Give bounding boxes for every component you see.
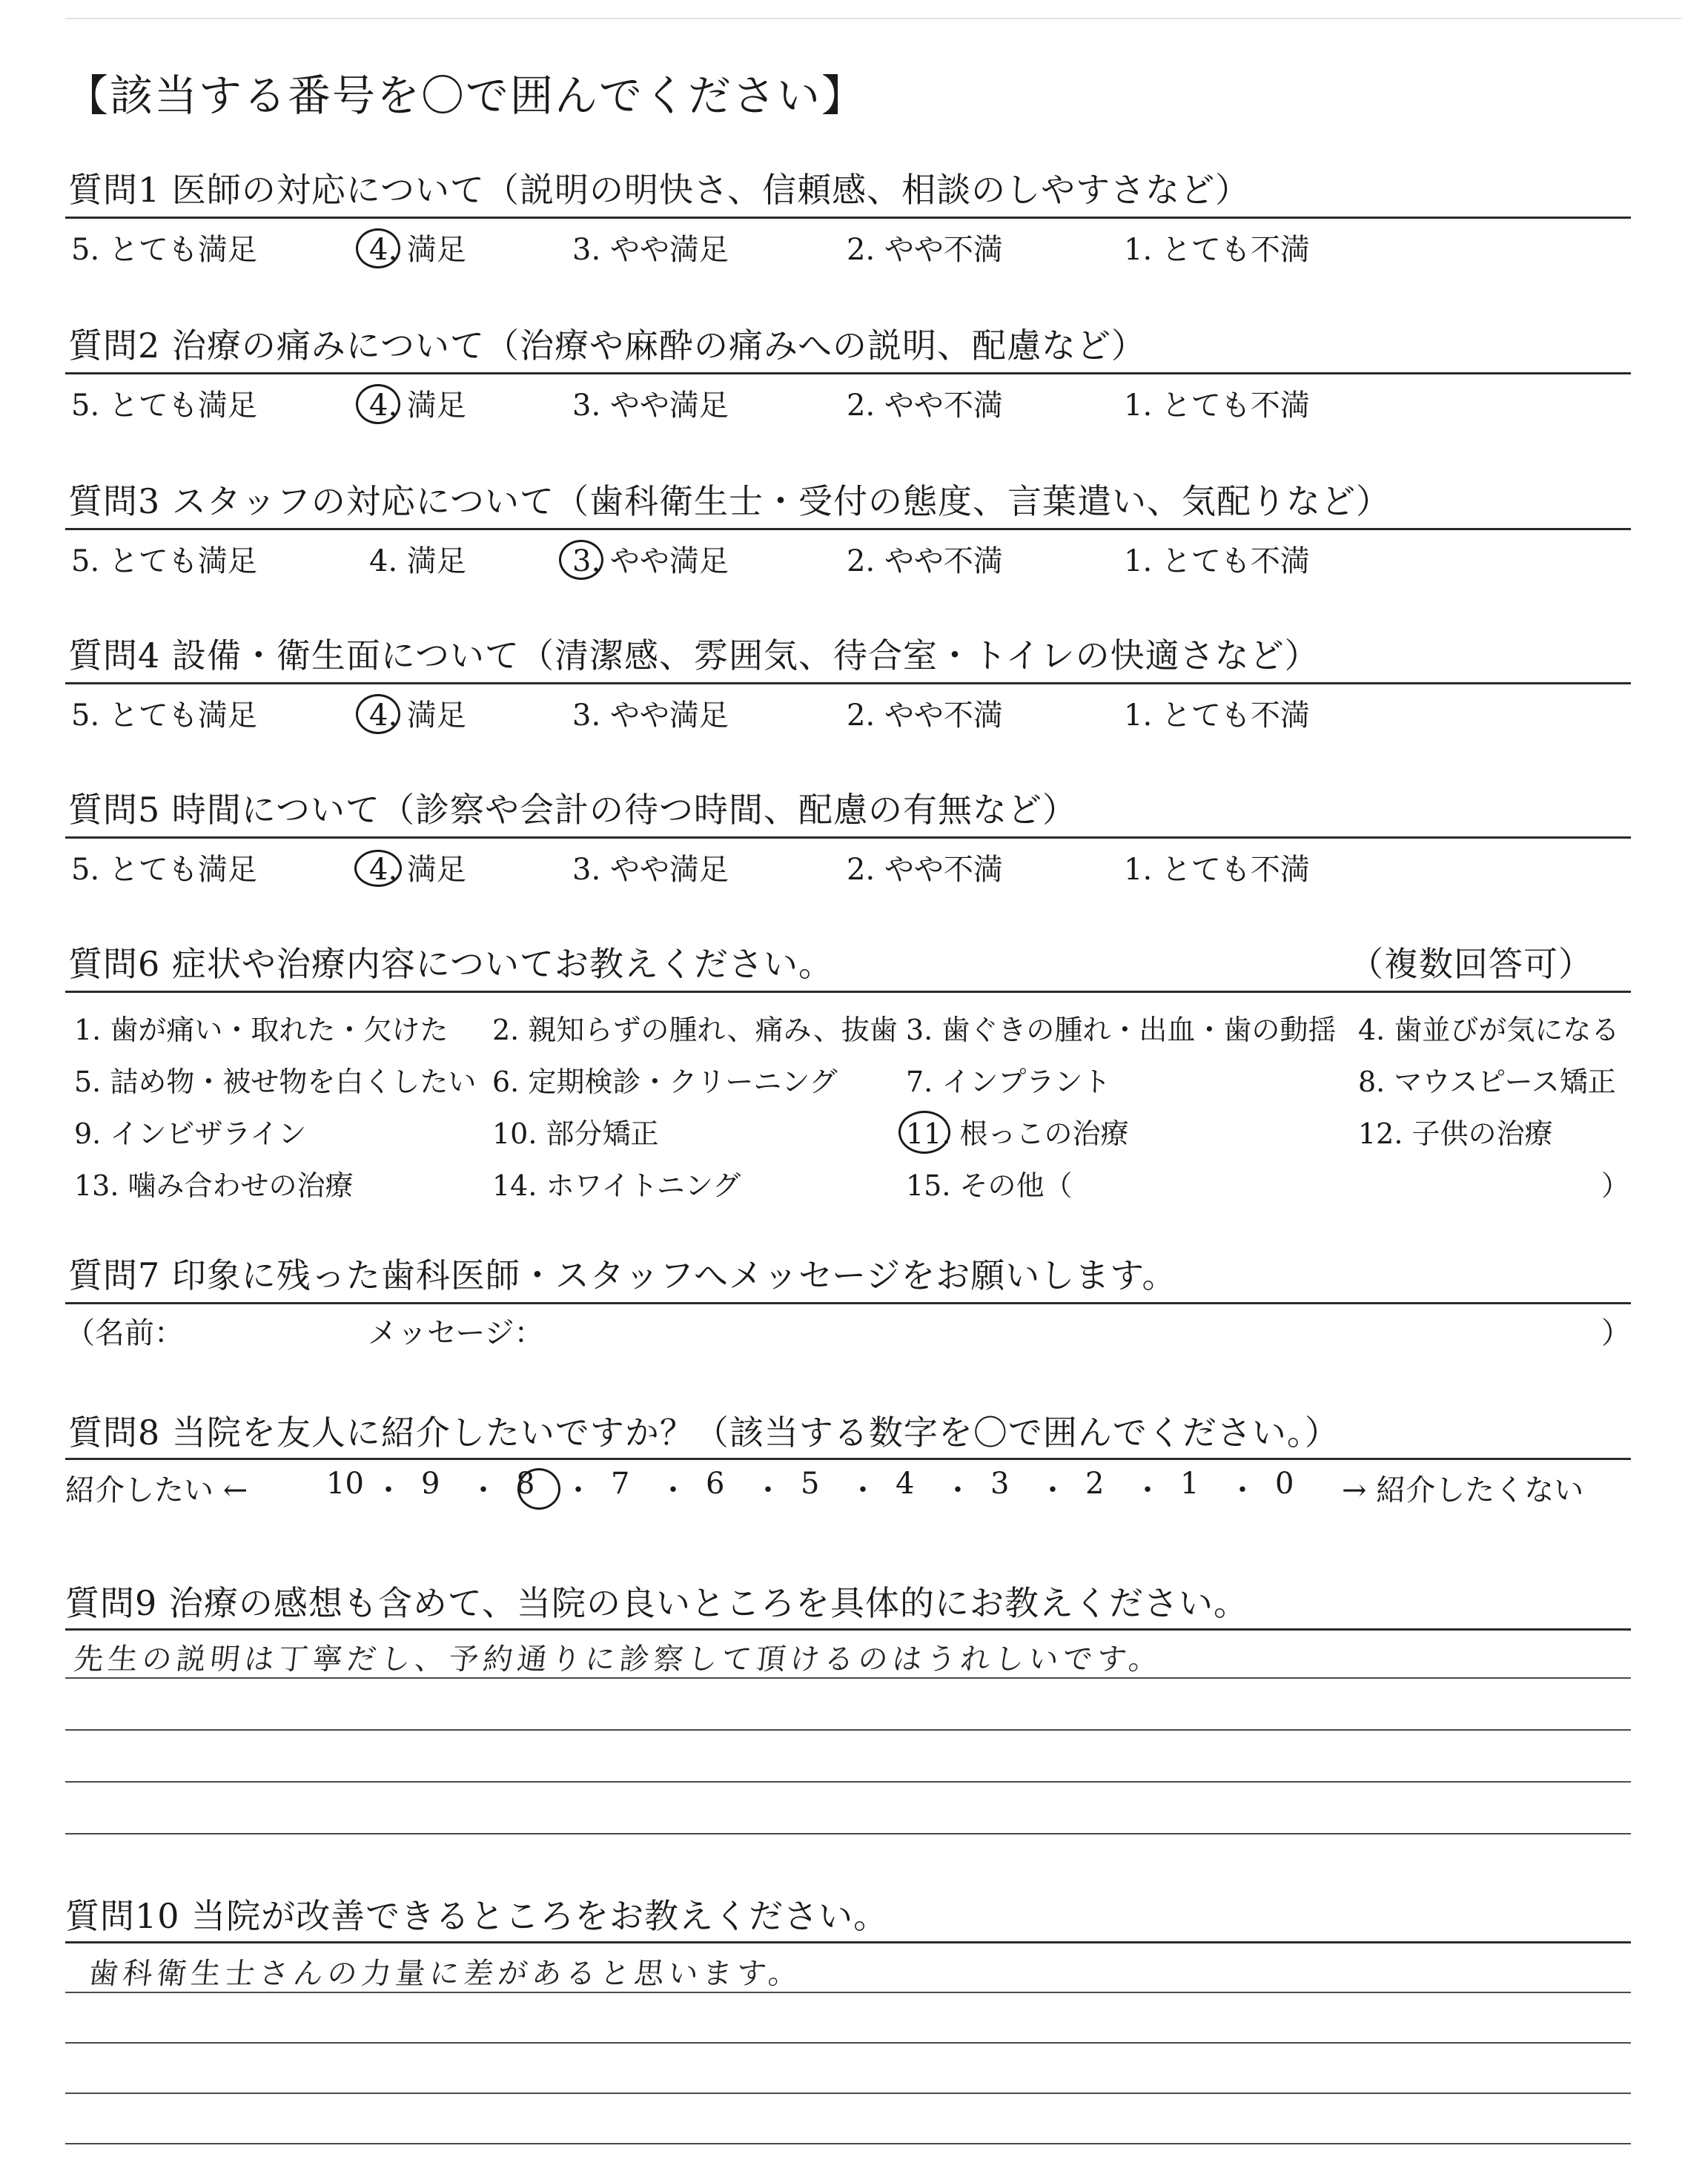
q2-answer-circle (356, 384, 400, 424)
q3-answer-circle (559, 540, 603, 580)
q6-option-6[interactable]: 6. 定期検診・クリーニング (492, 1066, 838, 1098)
q8-scale-separator: ・ (1133, 1473, 1162, 1507)
q4-option-2[interactable]: 2. やや不満 (847, 698, 1003, 733)
q8-scale-value-0[interactable]: 0 (1275, 1467, 1294, 1501)
question-6-heading: 質問6 症状や治療内容についてお教えください。 (68, 944, 833, 984)
answer-line (65, 1781, 1631, 1783)
q5-option-4[interactable]: 4. 満足 (369, 853, 466, 887)
q8-scale-separator: ・ (1038, 1473, 1068, 1507)
q6-other-close-paren: ） (1601, 1169, 1630, 1202)
divider (65, 1302, 1631, 1304)
q5-option-1[interactable]: 1. とても不満 (1124, 853, 1310, 887)
top-border (65, 18, 1681, 19)
divider (65, 682, 1631, 684)
question-10-heading: 質問10 当院が改善できるところをお教えください。 (65, 1896, 889, 1936)
answer-line (65, 2042, 1631, 2044)
q7-name-label: （名前： (65, 1316, 184, 1350)
q1-answer-circle (356, 228, 400, 268)
q8-scale-separator: ・ (374, 1473, 403, 1507)
q8-scale-separator: ・ (943, 1473, 973, 1507)
q6-option-13[interactable]: 13. 噛み合わせの治療 (74, 1169, 354, 1202)
q8-scale-value-10[interactable]: 10 (326, 1467, 364, 1501)
q8-scale-value-9[interactable]: 9 (421, 1467, 440, 1501)
q2-option-3[interactable]: 3. やや満足 (572, 389, 729, 423)
q8-left-label: 紹介したい ← (65, 1473, 248, 1507)
q6-option-15[interactable]: 15. その他（ (906, 1169, 1073, 1202)
q3-option-5[interactable]: 5. とても満足 (71, 544, 257, 578)
q8-scale-value-4[interactable]: 4 (896, 1467, 915, 1501)
answer-line (65, 1677, 1631, 1679)
question-1-heading: 質問1 医師の対応について（説明の明快さ、信頼感、相談のしやすさなど） (68, 170, 1251, 210)
divider (65, 1941, 1631, 1943)
answer-line (65, 2143, 1631, 2144)
q6-option-5[interactable]: 5. 詰め物・被せ物を白くしたい (74, 1066, 477, 1098)
q6-option-10[interactable]: 10. 部分矯正 (492, 1117, 659, 1150)
q7-message-label: メッセージ： (368, 1316, 544, 1350)
question-7-heading: 質問7 印象に残った歯科医師・スタッフへメッセージをお願いします。 (68, 1255, 1177, 1295)
q8-answer-circle (517, 1468, 560, 1510)
question-5-heading: 質問5 時間について（診察や会計の待つ時間、配慮の有無など） (68, 790, 1077, 830)
q6-option-8[interactable]: 8. マウスピース矯正 (1358, 1066, 1616, 1098)
q1-option-1[interactable]: 1. とても不満 (1124, 233, 1310, 267)
divider (65, 1628, 1631, 1631)
q4-option-4[interactable]: 4. 満足 (369, 698, 466, 733)
page-title: 【該当する番号を〇で囲んでください】 (65, 70, 867, 121)
q6-option-2[interactable]: 2. 親知らずの腫れ、痛み、抜歯 (492, 1014, 898, 1046)
q8-scale-separator: ・ (753, 1473, 783, 1507)
q8-scale-value-1[interactable]: 1 (1180, 1467, 1199, 1501)
q8-scale-value-8[interactable]: 8 (516, 1467, 535, 1501)
question-2-heading: 質問2 治療の痛みについて（治療や麻酔の痛みへの説明、配慮など） (68, 326, 1147, 366)
answer-line (65, 2093, 1631, 2094)
question-4-heading: 質問4 設備・衛生面について（清潔感、雰囲気、待合室・トイレの快適さなど） (68, 635, 1320, 676)
q3-option-3[interactable]: 3. やや満足 (572, 544, 729, 578)
q1-option-4[interactable]: 4. 満足 (369, 233, 466, 267)
q3-option-1[interactable]: 1. とても不満 (1124, 544, 1310, 578)
q1-option-3[interactable]: 3. やや満足 (572, 233, 729, 267)
q8-scale-separator: ・ (848, 1473, 878, 1507)
q5-option-2[interactable]: 2. やや不満 (847, 853, 1003, 887)
q2-option-5[interactable]: 5. とても満足 (71, 389, 257, 423)
question-3-heading: 質問3 スタッフの対応について（歯科衛生士・受付の態度、言葉遣い、気配りなど） (68, 481, 1391, 521)
q6-option-3[interactable]: 3. 歯ぐきの腫れ・出血・歯の動揺 (906, 1014, 1337, 1046)
divider (65, 372, 1631, 374)
q7-close-paren: ） (1601, 1316, 1631, 1350)
q5-answer-circle (354, 850, 402, 887)
q2-option-1[interactable]: 1. とても不満 (1124, 389, 1310, 423)
q4-option-3[interactable]: 3. やや満足 (572, 698, 729, 733)
q5-option-3[interactable]: 3. やや満足 (572, 853, 729, 887)
q9-handwritten-answer[interactable]: 先生の説明は丁寧だし、予約通りに診察して頂けるのはうれしいです。 (72, 1642, 1165, 1677)
q8-scale-value-7[interactable]: 7 (611, 1467, 630, 1501)
answer-line (65, 1992, 1631, 1993)
q8-scale-separator: ・ (563, 1473, 593, 1507)
q8-scale-value-3[interactable]: 3 (990, 1467, 1010, 1501)
q1-option-5[interactable]: 5. とても満足 (71, 233, 257, 267)
question-9-heading: 質問9 治療の感想も含めて、当院の良いところを具体的にお教えください。 (65, 1583, 1248, 1623)
q6-option-11[interactable]: 11. 根っこの治療 (906, 1117, 1129, 1150)
q8-scale-value-6[interactable]: 6 (706, 1467, 725, 1501)
q8-scale-separator: ・ (469, 1473, 498, 1507)
q6-answer-circle (898, 1111, 950, 1154)
q3-option-2[interactable]: 2. やや不満 (847, 544, 1003, 578)
q8-scale-separator: ・ (1228, 1473, 1257, 1507)
question-8-heading: 質問8 当院を友人に紹介したいですか？（該当する数字を〇で囲んでください。） (68, 1413, 1340, 1453)
q5-option-5[interactable]: 5. とても満足 (71, 853, 257, 887)
q2-option-2[interactable]: 2. やや不満 (847, 389, 1003, 423)
q6-option-1[interactable]: 1. 歯が痛い・取れた・欠けた (74, 1014, 448, 1046)
divider (65, 1458, 1631, 1460)
q3-option-4[interactable]: 4. 満足 (369, 544, 466, 578)
q4-option-5[interactable]: 5. とても満足 (71, 698, 257, 733)
q10-handwritten-answer[interactable]: 歯科衛生士さんの力量に差があると思います。 (87, 1957, 804, 1991)
q8-scale-value-5[interactable]: 5 (801, 1467, 820, 1501)
answer-line (65, 1729, 1631, 1731)
divider (65, 991, 1631, 993)
q6-option-14[interactable]: 14. ホワイトニング (492, 1169, 741, 1202)
divider (65, 528, 1631, 530)
answer-line (65, 1833, 1631, 1834)
divider (65, 836, 1631, 839)
q8-scale-value-2[interactable]: 2 (1085, 1467, 1105, 1501)
q6-option-4[interactable]: 4. 歯並びが気になる (1358, 1014, 1620, 1046)
q8-scale-separator: ・ (658, 1473, 688, 1507)
q8-right-label: → 紹介したくない (1342, 1473, 1584, 1507)
q1-option-2[interactable]: 2. やや不満 (847, 233, 1003, 267)
q6-option-9[interactable]: 9. インビザライン (74, 1117, 307, 1150)
divider (65, 217, 1631, 219)
q6-option-7[interactable]: 7. インプラント (906, 1066, 1111, 1098)
question-6-note: （複数回答可） (1349, 944, 1593, 984)
q4-answer-circle (356, 694, 400, 734)
q4-option-1[interactable]: 1. とても不満 (1124, 698, 1310, 733)
q2-option-4[interactable]: 4. 満足 (369, 389, 466, 423)
q6-option-12[interactable]: 12. 子供の治療 (1358, 1117, 1553, 1150)
